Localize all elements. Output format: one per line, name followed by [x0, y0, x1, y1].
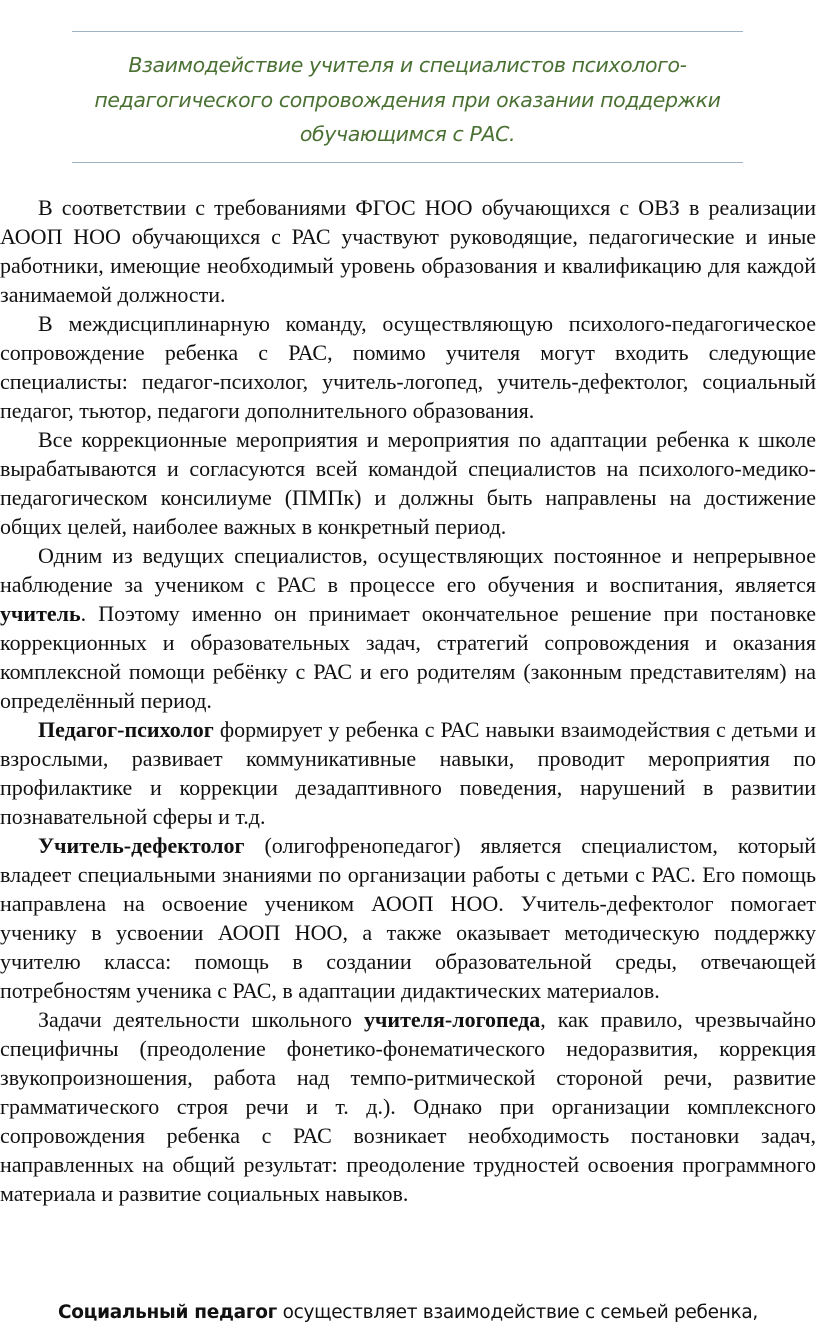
paragraph-defectologist-rest: (олигофренопедагог) является специалистом, который владеет специальными знаниями по организации работы с детьми с РАС. Его помощь направлена на освоение учеником АООП НОО. Учитель-дефектолог помогает ученику в усвоении АООП НОО, а также оказывает методическую поддержку учителю класса: помощь в создании образовательной среды, отвечающей потребностям ученика с РАС, в адаптации дидактических материалов.	[0, 833, 816, 1003]
paragraph-defectologist	[0, 831, 816, 1005]
term-speech-therapist: учителя-логопеда	[364, 1007, 541, 1032]
paragraph-social-pedagogue-rest: осуществляет взаимодействие с семьей ребенка,	[276, 1302, 759, 1323]
paragraph-team: В междисциплинарную команду, осуществляющую психолого-педагогическое сопровождение ребенка с РАС, помимо учителя могут входить следующие специалисты: педагог-психолог, учитель-логопед, учитель-дефектолог, социальный педагог, тьютор, педагоги дополнительного образования.	[0, 311, 816, 423]
term-teacher: учитель	[0, 601, 81, 626]
paragraph-requirements: В соответствии с требованиями ФГОС НОО обучающихся с ОВЗ в реализации АООП НОО обучающихся с РАС участвуют руководящие, педагогические и иные работники, имеющие необходимый уровень образования и квалификацию для каждой занимаемой должности.	[0, 195, 816, 307]
paragraph-psychologist	[0, 715, 816, 831]
document-title: Взаимодействие учителя и специалистов психолого-педагогического сопровождения при оказании поддержки обучающимся с РАС.	[94, 53, 721, 146]
paragraph-social-pedagogue	[0, 1298, 816, 1327]
term-defectologist: Учитель-дефектолог	[38, 833, 245, 858]
paragraph-speech-therapist-rest: , как правило, чрезвычайно специфичны (преодоление фонетико-фонематического недоразвития, коррекция звукопроизношения, работа над темпо-ритмической стороной речи, развитие грамматического строя речи и т. д.). Однако при организации комплексного сопровождения ребенка с РАС возникает необходимость постановки задач, направленных на общий результат: преодоление трудностей освоения программного материала и развитие социальных навыков.	[0, 1007, 816, 1206]
paragraph-teacher	[0, 541, 816, 715]
paragraph-corrective-measures: Все коррекционные мероприятия и мероприятия по адаптации ребенка к школе вырабатываются и согласуются всей командой специалистов на психолого-медико-педагогическом консилиуме (ПМПк) и должны быть направлены на достижение общих целей, наиболее важных в конкретный период.	[0, 427, 816, 539]
paragraph-teacher-intro: Одним из ведущих специалистов, осуществляющих постоянное и непрерывное наблюдение за учеником с РАС в процессе его обучения и воспитания, является	[0, 543, 816, 597]
paragraph-teacher-rest: . Поэтому именно он принимает окончательное решение при постановке коррекционных и образовательных задач, стратегий сопровождения и оказания комплексной помощи ребёнку с РАС и его родителям (законным представителям) на определённый период.	[0, 601, 816, 713]
paragraph-speech-therapist	[0, 1005, 816, 1208]
paragraph-psychologist-rest: формирует у ребенка с РАС навыки взаимодействия с детьми и взрослыми, развивает коммуникативные навыки, проводит мероприятия по профилактике и коррекции дезадаптивного поведения, нарушений в развитии познавательной сферы и т.д.	[0, 717, 816, 829]
title-bottom-rule	[72, 162, 743, 163]
title-top-rule	[72, 31, 743, 32]
document-body	[0, 193, 816, 1208]
term-social-pedagogue: Социальный педагог	[57, 1302, 277, 1323]
term-psychologist: Педагог-психолог	[38, 717, 214, 742]
paragraph-speech-therapist-intro: Задачи деятельности школьного	[38, 1007, 364, 1032]
